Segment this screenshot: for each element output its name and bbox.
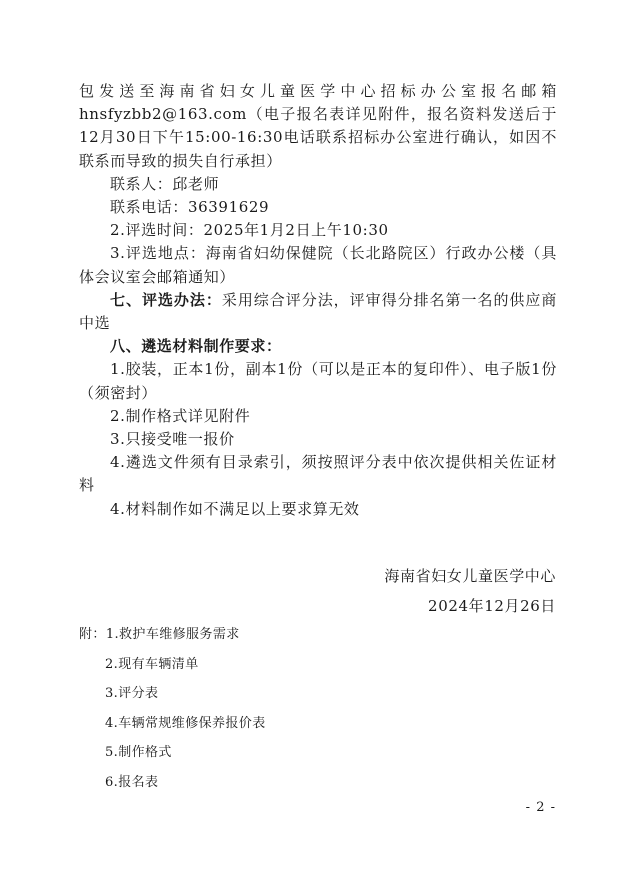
material-item-1: 1.胶装，正本1份，副本1份（可以是正本的复印件）、电子版1份（须密封） [79, 360, 557, 402]
body-text [79, 80, 557, 521]
contact-person: 联系人：邱老师 [110, 174, 220, 193]
attachment-item: 6.报名表 [105, 774, 159, 790]
method-text: 采用综合评分法，评审得分排名第一名的供应商中选 [79, 290, 557, 333]
method-heading: 七、评选办法： [110, 290, 222, 309]
contact-phone: 联系电话：36391629 [110, 198, 270, 217]
signature-organization: 海南省妇女儿童医学中心 [384, 567, 556, 585]
material-item-4: 4.遴选文件须有目录索引，须按照评分表中依次提供相关佐证材料 [79, 453, 557, 495]
evaluation-time: 2.评选时间：2025年1月2日上午10:30 [110, 221, 389, 240]
attachment-item: 2.现有车辆清单 [105, 656, 199, 672]
evaluation-method [79, 289, 557, 335]
attachment-item: 附：1.救护车维修服务需求 [79, 627, 240, 642]
evaluation-place: 3.评选地点：海南省妇幼保健院（长北路院区）行政办公楼（具体会议室会邮箱通知） [79, 244, 557, 286]
material-item-3: 3.只接受唯一报价 [110, 430, 235, 449]
attachment-item: 3.评分表 [105, 686, 159, 701]
attachment-item: 5.制作格式 [105, 745, 172, 760]
page-number: - 2 - [525, 800, 556, 815]
material-item-5: 4.材料制作如不满足以上要求算无效 [110, 499, 360, 518]
material-item-2: 2.制作格式详见附件 [110, 406, 251, 425]
attachment-item: 4.车辆常规维修保养报价表 [105, 715, 266, 731]
signature-date: 2024年12月26日 [428, 597, 556, 615]
materials-heading: 八、遴选材料制作要求： [110, 337, 282, 356]
attachments-list [79, 625, 266, 802]
registration-paragraph: 包发送至海南省妇女儿童医学中心招标办公室报名邮箱hnsfyzbb2@163.com（电子报名表详见附件，报名资料发送后于12月30日下午15:00-16:30电话联系招标办公室进行确认，如因不联系而导致的损失自行承担） [79, 82, 557, 170]
attachment-prefix: 附： [79, 627, 106, 642]
